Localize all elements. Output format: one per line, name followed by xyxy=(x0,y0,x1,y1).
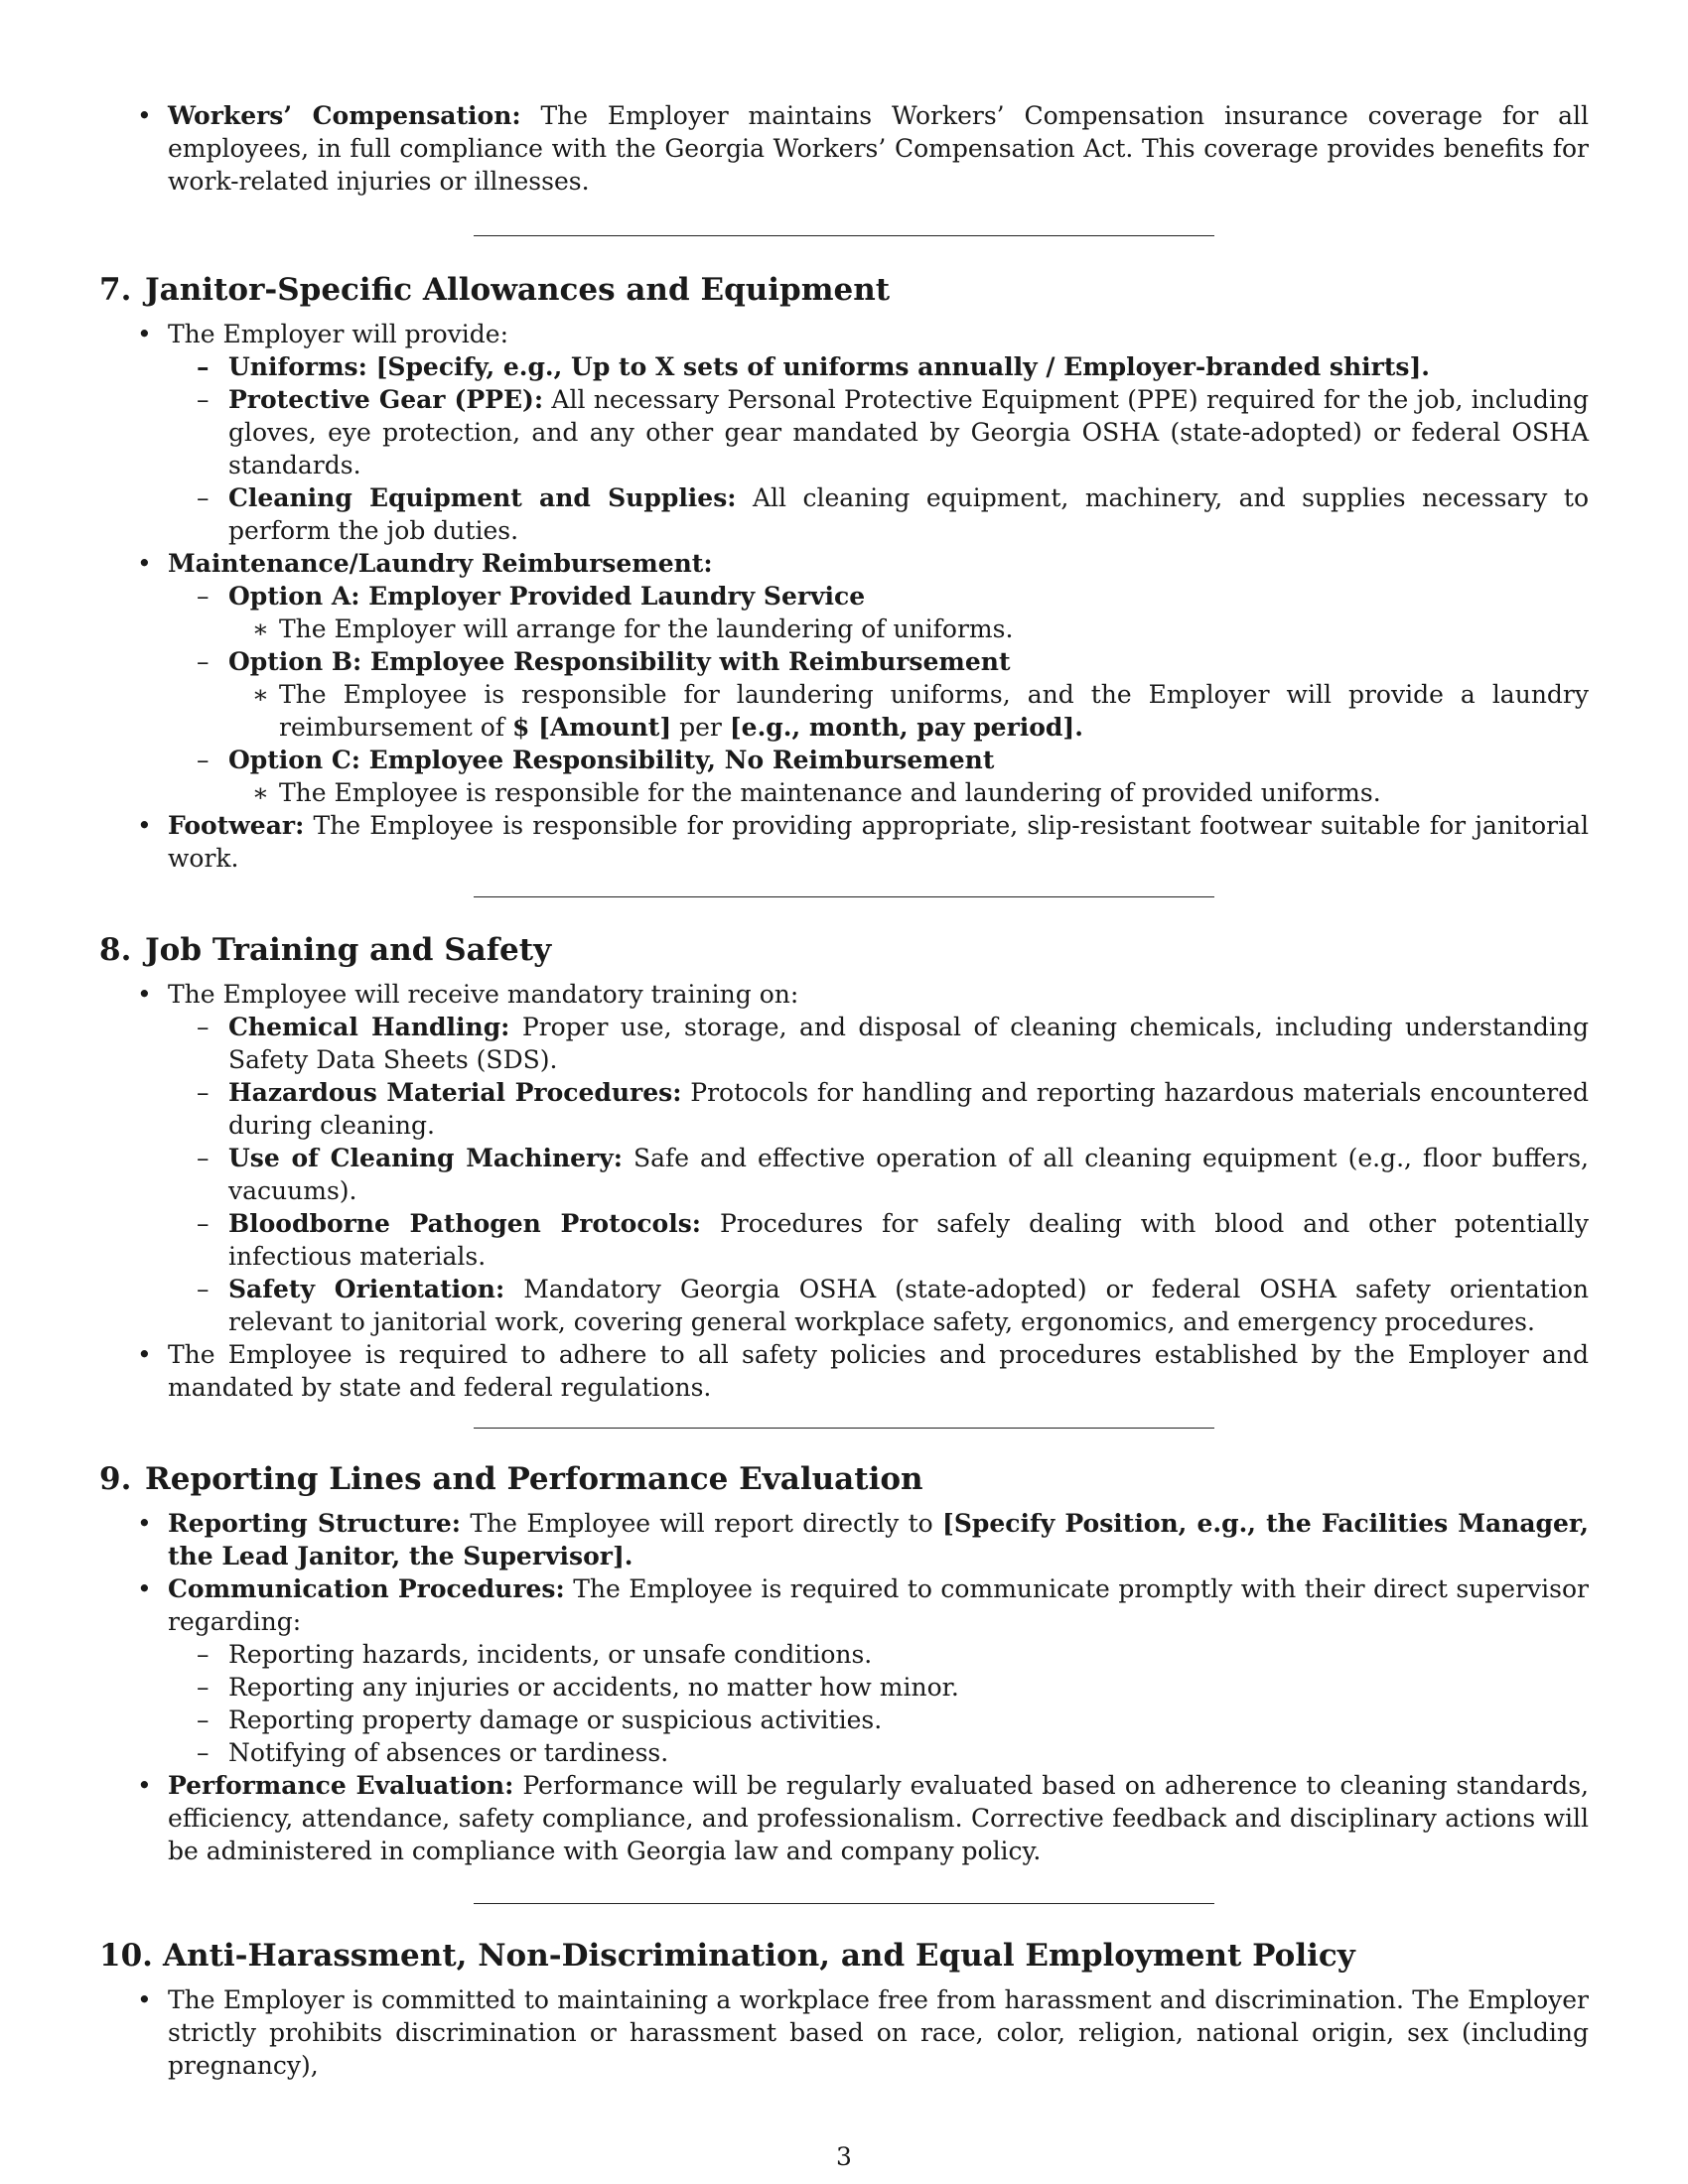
option-a-text: ∗ The Employer will arrange for the laundering of uniforms. xyxy=(228,613,1589,645)
cleaning-text: All cleaning equipment, machinery, and supplies necessary to perform the job duties. xyxy=(228,483,1589,545)
list-item: – Reporting hazards, incidents, or unsafe conditions. xyxy=(168,1638,1589,1671)
comm-text: The Employee is required to communicate promptly with their direct supervisor regarding: xyxy=(168,1574,1590,1636)
list-item xyxy=(168,1142,1589,1207)
report-label: Reporting Structure: xyxy=(168,1509,462,1538)
list-item xyxy=(99,809,1589,875)
option-b-text: The Employee is responsible for laundering uniforms, and the Employer will provide a laundry reimbursement of xyxy=(279,680,1589,742)
option-b-item xyxy=(228,678,1589,744)
orient-text: Mandatory Georgia OSHA (state-adopted) or federal OSHA safety orientation relevant to janitorial work, covering general workplace safety, ergonomics, and emergency procedures. xyxy=(228,1275,1589,1336)
list-item xyxy=(168,481,1589,547)
mach-text: Safe and effective operation of all cleaning equipment (e.g., floor buffers, vacuums). xyxy=(228,1144,1589,1205)
training-intro: The Employee will receive mandatory training on: xyxy=(168,980,799,1009)
list-item xyxy=(99,1572,1589,1769)
list-item xyxy=(99,318,1589,547)
section-7-heading xyxy=(99,272,1589,308)
list-item xyxy=(168,580,1589,645)
workers-comp-item xyxy=(99,99,1589,198)
ppe-label: Protective Gear (PPE): xyxy=(228,385,544,414)
section-10-heading xyxy=(99,1938,1589,1974)
chem-label: Chemical Handling: xyxy=(228,1013,510,1041)
footwear-text: The Employee is responsible for providing appropriate, slip-resistant footwear suitable for janitorial work. xyxy=(168,811,1590,873)
section-8-list xyxy=(99,978,1589,1404)
footwear-label: Footwear: xyxy=(168,811,305,840)
perf-label: Performance Evaluation: xyxy=(168,1771,514,1800)
section-7-number: 7. xyxy=(99,272,132,308)
list-item: • The Employee is required to adhere to all safety policies and procedures established by the Employer and mandated by state and federal regulations. xyxy=(99,1338,1589,1404)
workers-comp-text: The Employer maintains Workers’ Compensation insurance coverage for all employees, in full compliance with the Georgia Workers’ Compensation Act. This coverage provides benefits for work-related injuries or illnesses. xyxy=(168,101,1589,196)
list-item: • The Employer is committed to maintaining a workplace free from harassment and discrimination. The Employer strictly prohibits discrimination or harassment based on race, color, religion, national origin, sex (including pregnancy), xyxy=(99,1983,1589,2082)
section-9-title: Reporting Lines and Performance Evaluation xyxy=(145,1461,923,1497)
list-item: – Notifying of absences or tardiness. xyxy=(168,1736,1589,1769)
perf-text: Performance will be regularly evaluated based on adherence to cleaning standards, efficiency, attendance, safety compliance, and professionalism. Corrective feedback and disciplinary actions will be administered in compliance with Georgia law and company policy. xyxy=(168,1771,1589,1865)
list-item xyxy=(99,978,1589,1338)
list-item xyxy=(99,1507,1589,1572)
comm-label: Communication Procedures: xyxy=(168,1574,565,1603)
option-a-label: Option A: Employer Provided Laundry Service xyxy=(228,582,866,611)
section-10-title: Anti-Harassment, Non-Discrimination, and Equal Employment Policy xyxy=(163,1938,1355,1974)
mach-label: Use of Cleaning Machinery: xyxy=(228,1144,623,1172)
option-b-label: Option B: Employee Responsibility with Reimbursement xyxy=(228,647,1011,676)
chem-text: Proper use, storage, and disposal of cleaning chemicals, including understanding Safety Data Sheets (SDS). xyxy=(228,1013,1589,1074)
list-item xyxy=(168,383,1589,481)
section-10-number: 10. xyxy=(99,1938,153,1974)
list-item xyxy=(168,645,1589,744)
option-c-label: Option C: Employee Responsibility, No Reimbursement xyxy=(228,746,995,774)
option-b-sublist xyxy=(228,678,1589,744)
list-item: – Reporting any injuries or accidents, no matter how minor. xyxy=(168,1671,1589,1704)
list-item xyxy=(168,1207,1589,1273)
orient-label: Safety Orientation: xyxy=(228,1275,505,1303)
haz-label: Hazardous Material Procedures: xyxy=(228,1078,682,1107)
option-c-text: ∗ The Employee is responsible for the maintenance and laundering of provided uniforms. xyxy=(228,776,1589,809)
section-10-list xyxy=(99,1983,1589,2082)
list-item xyxy=(99,547,1589,809)
cleaning-label: Cleaning Equipment and Supplies: xyxy=(228,483,737,512)
option-a-sublist xyxy=(228,613,1589,645)
laundry-label: Maintenance/Laundry Reimbursement: xyxy=(168,549,713,578)
laundry-options xyxy=(168,580,1589,809)
list-item xyxy=(168,1076,1589,1142)
uniforms-text: [Specify, e.g., Up to X sets of uniforms annually / Employer-branded shirts]. xyxy=(375,352,1430,381)
page-number: 3 xyxy=(836,2142,852,2171)
list-item xyxy=(99,1769,1589,1867)
section-9-list xyxy=(99,1507,1589,1867)
option-b-amount: $ [Amount] xyxy=(511,713,672,742)
section-8-number: 8. xyxy=(99,932,132,968)
ppe-text: All necessary Personal Protective Equipment (PPE) required for the job, including gloves, eye protection, and any other gear mandated by Georgia OSHA (state-adopted) or federal OSHA standards. xyxy=(228,385,1590,479)
section-8-title: Job Training and Safety xyxy=(145,932,552,968)
list-item xyxy=(168,744,1589,809)
list-item xyxy=(168,350,1589,383)
provide-sublist xyxy=(168,350,1589,547)
list-item xyxy=(168,1273,1589,1338)
option-b-per: per xyxy=(679,713,722,742)
blood-label: Bloodborne Pathogen Protocols: xyxy=(228,1209,702,1238)
blood-text: Procedures for safely dealing with blood and other potentially infectious materials. xyxy=(228,1209,1589,1271)
list-item xyxy=(168,1011,1589,1076)
section-9-heading xyxy=(99,1461,1589,1497)
section-8-heading xyxy=(99,932,1589,968)
option-c-sublist xyxy=(228,776,1589,809)
section-9-number: 9. xyxy=(99,1461,132,1497)
section-7-title: Janitor-Specific Allowances and Equipment xyxy=(145,272,891,308)
report-position: [Specify Position, e.g., the Facilities Manager, the Lead Janitor, the Supervisor]. xyxy=(168,1509,1589,1570)
list-item: – Reporting property damage or suspicious activities. xyxy=(168,1704,1589,1736)
provide-intro: The Employer will provide: xyxy=(168,320,509,348)
workers-comp-label: Workers’ Compensation: xyxy=(168,101,521,130)
haz-text: Protocols for handling and reporting hazardous materials encountered during cleaning. xyxy=(228,1078,1589,1140)
uniforms-label: Uniforms: xyxy=(228,352,367,381)
training-sublist xyxy=(168,1011,1589,1338)
option-b-period: [e.g., month, pay period]. xyxy=(729,713,1083,742)
report-text: The Employee will report directly to xyxy=(470,1509,933,1538)
comm-sublist xyxy=(168,1638,1589,1769)
document-page xyxy=(99,99,1589,2082)
workers-comp-list xyxy=(99,99,1589,198)
section-7-list xyxy=(99,318,1589,875)
